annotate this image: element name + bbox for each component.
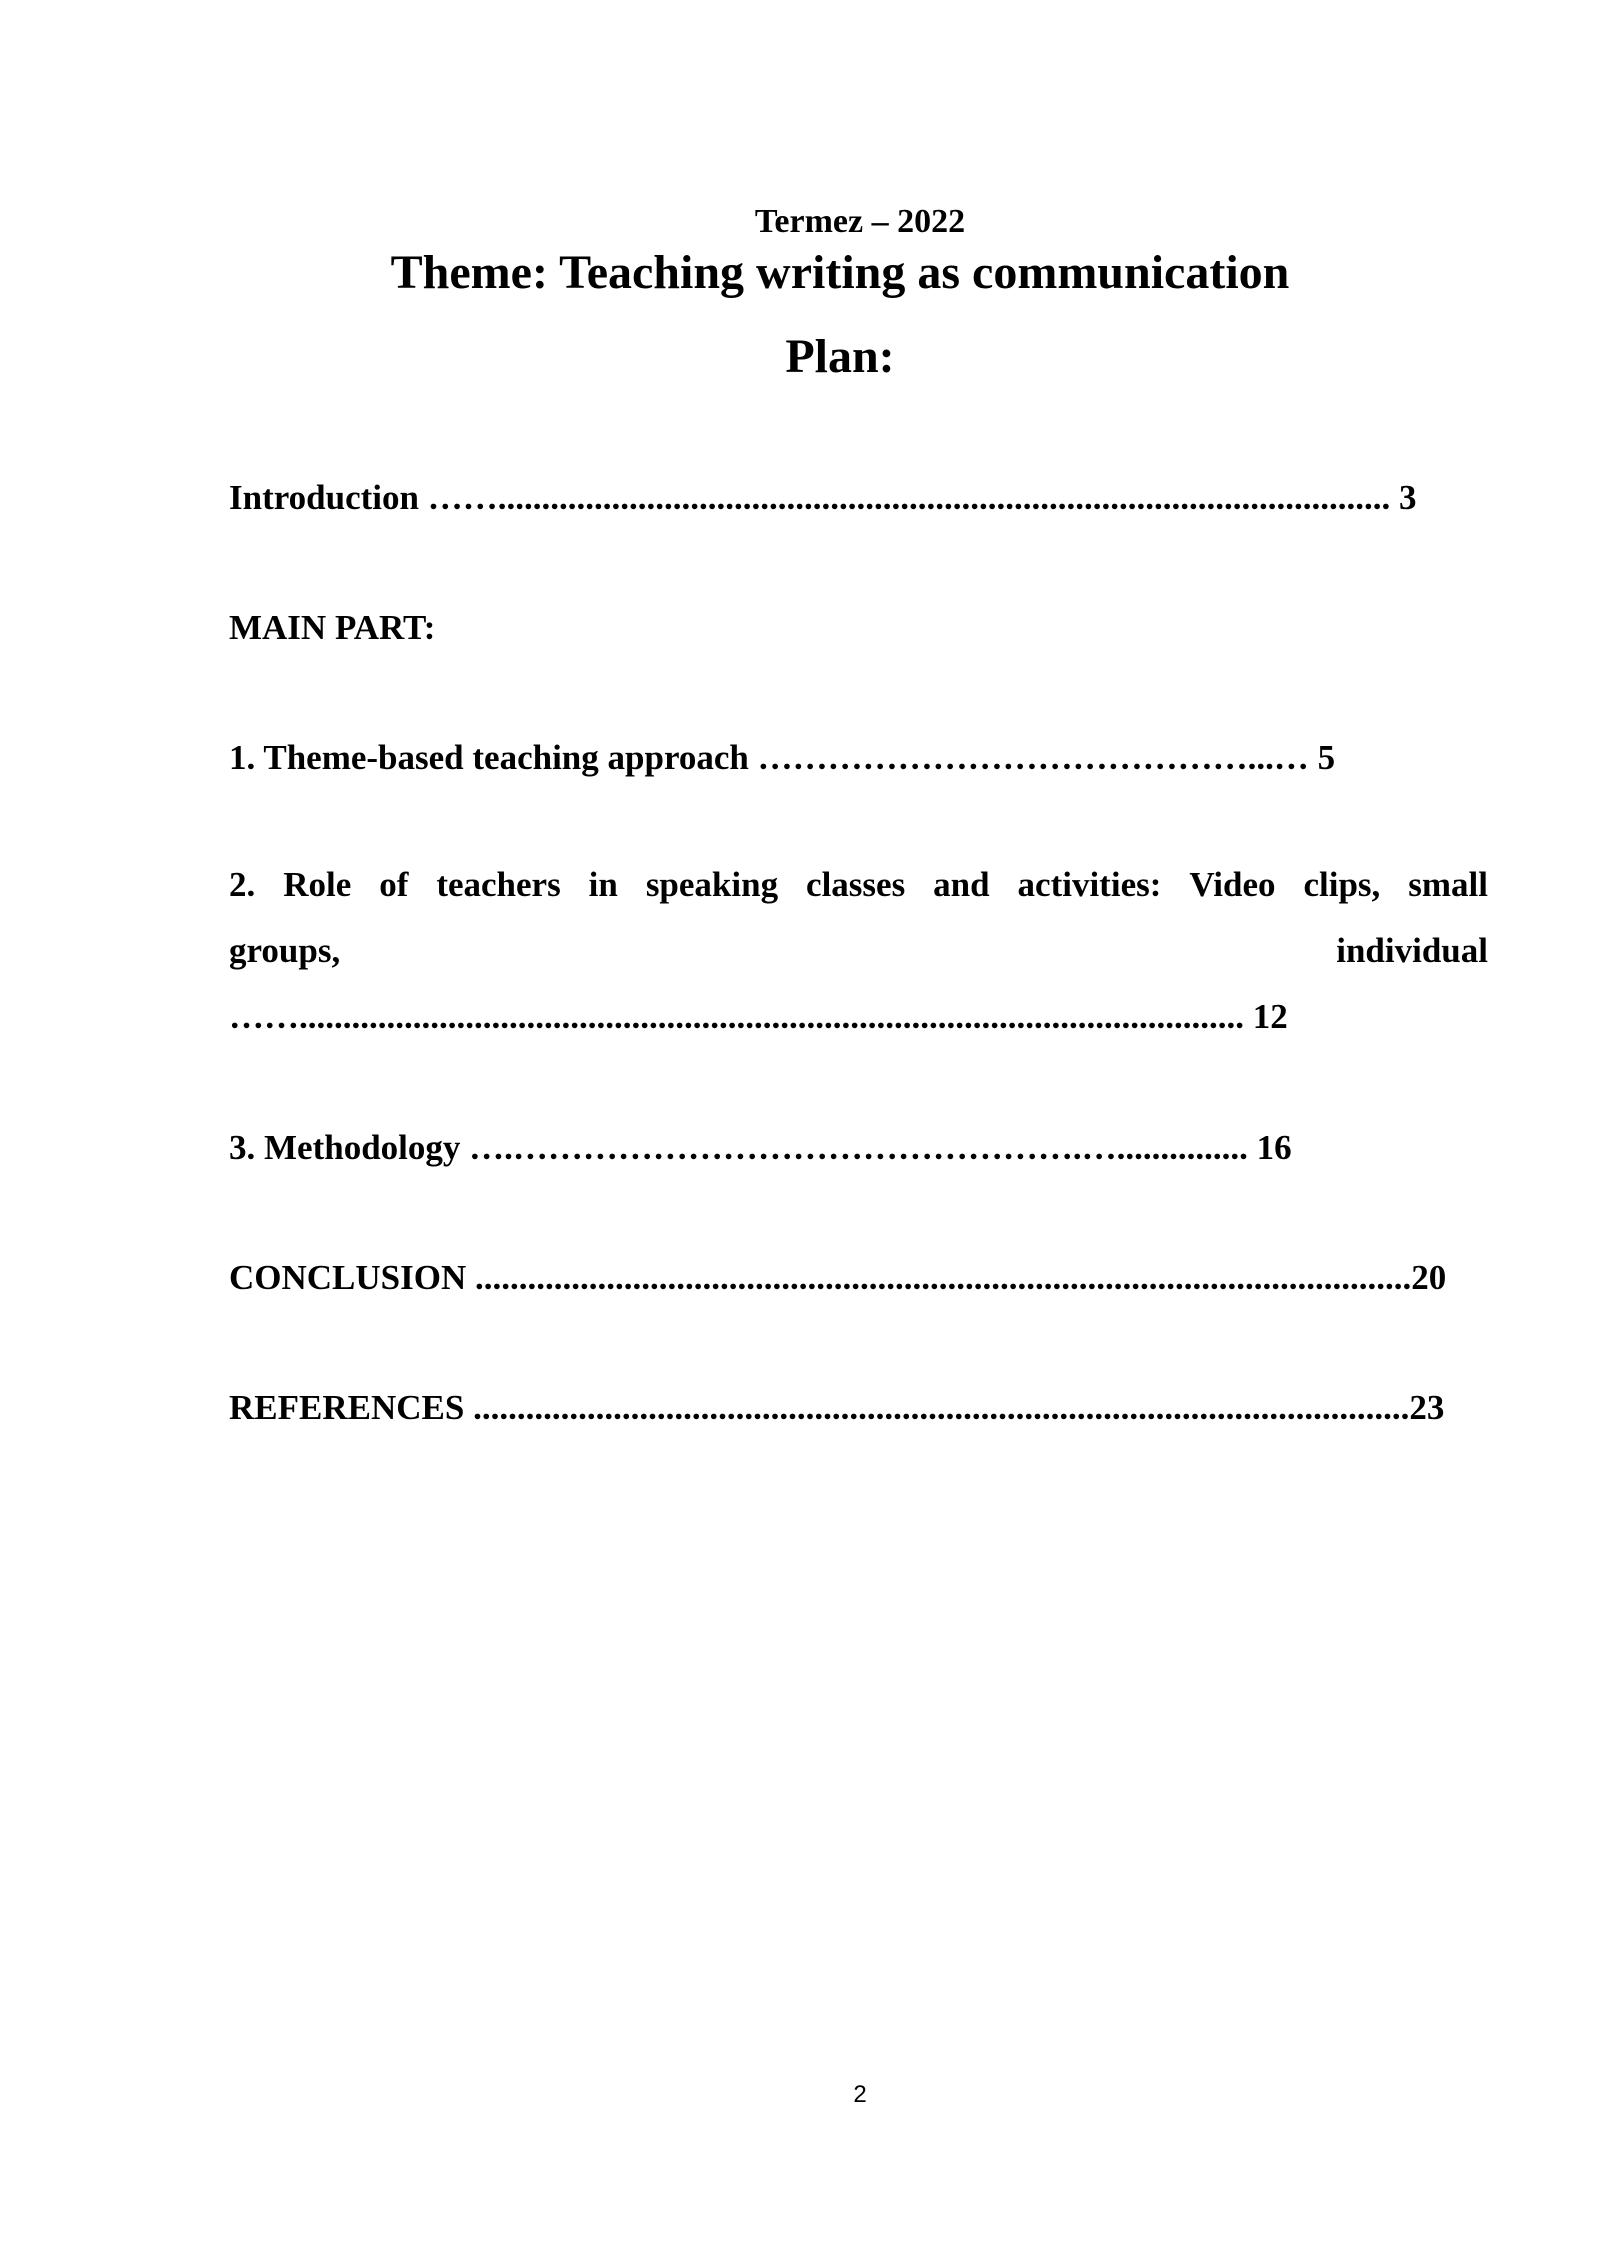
toc-item-role-line3: ……............................................................................................................ 12 (229, 997, 1288, 1036)
word: individual (1336, 931, 1488, 970)
toc-main-part: MAIN PART: (229, 608, 436, 647)
word: teachers (436, 865, 561, 904)
word: activities: (1017, 865, 1162, 904)
plan-title: Plan: (785, 330, 895, 383)
word: groups, (229, 931, 341, 970)
word: in (588, 865, 618, 904)
toc-introduction: Introduction ……...................................................................................................... 3 (229, 478, 1417, 517)
word: 2. (229, 865, 256, 904)
word: speaking (645, 865, 779, 904)
word: Role (283, 865, 352, 904)
toc-item-methodology: 3. Methodology ….………………………………………….…............... 16 (229, 1128, 1292, 1167)
word: and (933, 865, 990, 904)
word: Video (1189, 865, 1276, 904)
theme-title: Theme: Teaching writing as communication (390, 246, 1290, 299)
toc-item-theme-based: 1. Theme-based teaching approach ……………………………………...… 5 (229, 738, 1336, 777)
city-year: Termez – 2022 (754, 203, 966, 240)
toc-references: REFERENCES ...........................................................................................................23 (229, 1388, 1445, 1427)
toc-conclusion: CONCLUSION ...........................................................................................................20 (229, 1258, 1447, 1297)
word: small (1408, 865, 1488, 904)
page-number: 2 (853, 2081, 867, 2108)
toc-item-role-of-teachers (229, 852, 1488, 1050)
word: of (379, 865, 409, 904)
word: clips, (1303, 865, 1381, 904)
toc-item-role-line2 (229, 918, 1488, 984)
toc-item-role-line1 (229, 852, 1488, 918)
word: classes (806, 865, 906, 904)
